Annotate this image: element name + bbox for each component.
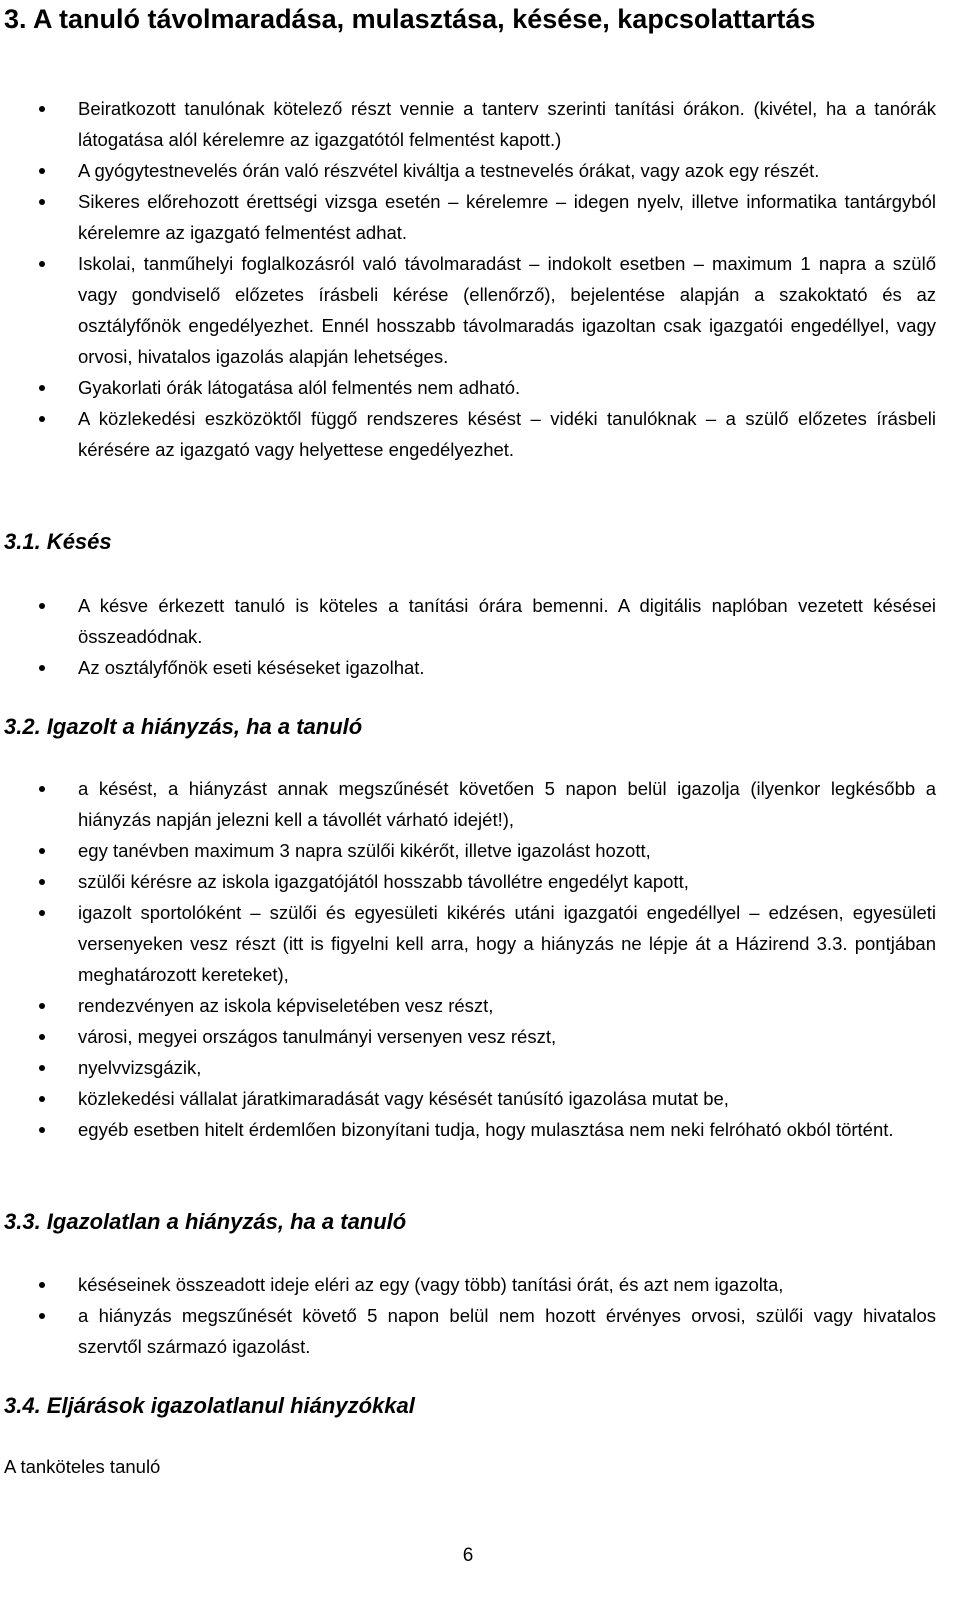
list-item — [0, 1052, 960, 1083]
section-heading-3-4: 3.4. Eljárások igazolatlanul hiányzókkal — [4, 1393, 415, 1418]
list-item-text: városi, megyei országos tanulmányi versenyen vesz részt, — [78, 1026, 557, 1047]
section-3-1 — [0, 590, 960, 683]
bullet-icon — [39, 1096, 45, 1102]
bullet-icon — [39, 106, 45, 112]
list-item — [0, 590, 960, 652]
list-item — [0, 866, 960, 897]
page-number: 6 — [462, 1545, 474, 1566]
section-3-2-list — [0, 773, 960, 1145]
list-item-text: a késést, a hiányzást annak megszűnését követően 5 napon belül igazolja (ilyenkor legkésőbb a hiányzás napján jelezni kell a távollét várható idejét!), — [78, 778, 936, 830]
section-3-3 — [0, 1269, 960, 1362]
bullet-icon — [39, 1313, 45, 1319]
list-item-text: egyéb esetben hitelt érdemlően bizonyítani tudja, hogy mulasztása nem neki felróható okból történt. — [78, 1119, 894, 1140]
intro-list — [0, 93, 960, 465]
list-item — [0, 652, 960, 683]
list-item — [0, 773, 960, 835]
list-item-text: nyelvvizsgázik, — [78, 1057, 202, 1078]
bullet-icon — [39, 1282, 45, 1288]
section-3-2 — [0, 773, 960, 1145]
list-item — [0, 1300, 960, 1362]
bullet-icon — [39, 168, 45, 174]
bullet-icon — [39, 786, 45, 792]
section-3-4-text: A tanköteles tanuló — [4, 1456, 161, 1477]
section-heading-3-3: 3.3. Igazolatlan a hiányzás, ha a tanuló — [4, 1209, 407, 1234]
list-item — [0, 897, 960, 990]
list-item-text: Beiratkozott tanulónak kötelező részt vennie a tanterv szerinti tanítási órákon. (kivétel, ha a tanórák látogatása alól kérelemre az igazgatótól felmentést kapott.) — [78, 98, 936, 150]
section-heading-3-1: 3.1. Késés — [4, 529, 112, 554]
list-item — [0, 835, 960, 866]
intro-section — [0, 93, 960, 465]
section-3-3-list — [0, 1269, 960, 1362]
list-item — [0, 1021, 960, 1052]
section-heading-3-2: 3.2. Igazolt a hiányzás, ha a tanuló — [4, 714, 363, 739]
list-item-text: Sikeres előrehozott érettségi vizsga esetén – kérelemre – idegen nyelv, illetve informatika tantárgyból kérelemre az igazgató felmentést adhat. — [78, 191, 936, 243]
section-3-1-list — [0, 590, 960, 683]
list-item — [0, 93, 960, 155]
list-item-text: Iskolai, tanműhelyi foglalkozásról való távolmaradást – indokolt esetben – maximum 1 napra a szülő vagy gondviselő előzetes írásbeli kérése (ellenőrző), bejelentése alapján a szakoktató és az osztályfőnök engedélyezhet. Ennél hosszabb távolmaradás igazoltan csak igazgatói engedéllyel, vagy orvosi, hivatalos igazolás alapján lehetséges. — [78, 253, 936, 367]
list-item-text: Gyakorlati órák látogatása alól felmentés nem adható. — [78, 377, 521, 398]
bullet-icon — [39, 1127, 45, 1133]
bullet-icon — [39, 879, 45, 885]
list-item-text: Az osztályfőnök eseti késéseket igazolhat. — [78, 657, 425, 678]
list-item — [0, 1269, 960, 1300]
list-item-text: a hiányzás megszűnését követő 5 napon belül nem hozott érvényes orvosi, szülői vagy hivatalos szervtől származó igazolást. — [78, 1305, 936, 1357]
list-item-text: késéseinek összeadott ideje eléri az egy (vagy több) tanítási órát, és azt nem igazolta, — [78, 1274, 784, 1295]
bullet-icon — [39, 910, 45, 916]
bullet-icon — [39, 1034, 45, 1040]
list-item — [0, 1114, 960, 1145]
list-item — [0, 403, 960, 465]
bullet-icon — [39, 665, 45, 671]
page-title: 3. A tanuló távolmaradása, mulasztása, késése, kapcsolattartás — [4, 4, 816, 34]
list-item — [0, 186, 960, 248]
list-item-text: igazolt sportolóként – szülői és egyesületi kikérés utáni igazgatói engedéllyel – edzésen, egyesületi versenyeken vesz részt (itt is figyelni kell arra, hogy a hiányzás ne lépje át a Házirend 3.3. pontjában meghatározott kereteket), — [78, 902, 936, 985]
list-item-text: A késve érkezett tanuló is köteles a tanítási órára bemenni. A digitális naplóban vezetett késései összeadódnak. — [78, 595, 936, 647]
bullet-icon — [39, 385, 45, 391]
list-item-text: egy tanévben maximum 3 napra szülői kikérőt, illetve igazolást hozott, — [78, 840, 651, 861]
list-item-text: közlekedési vállalat járatkimaradását vagy késését tanúsító igazolása mutat be, — [78, 1088, 729, 1109]
list-item-text: szülői kérésre az iskola igazgatójától hosszabb távollétre engedélyt kapott, — [78, 871, 689, 892]
list-item-text: rendezvényen az iskola képviseletében vesz részt, — [78, 995, 494, 1016]
bullet-icon — [39, 261, 45, 267]
list-item-text: A közlekedési eszközöktől függő rendszeres késést – vidéki tanulóknak – a szülő előzetes írásbeli kérésére az igazgató vagy helyettese engedélyezhet. — [78, 408, 936, 460]
list-item — [0, 248, 960, 372]
bullet-icon — [39, 416, 45, 422]
bullet-icon — [39, 848, 45, 854]
list-item — [0, 990, 960, 1021]
bullet-icon — [39, 199, 45, 205]
bullet-icon — [39, 1003, 45, 1009]
bullet-icon — [39, 1065, 45, 1071]
list-item-text: A gyógytestnevelés órán való részvétel kiváltja a testnevelés órákat, vagy azok egy részét. — [78, 160, 820, 181]
list-item — [0, 1083, 960, 1114]
list-item — [0, 372, 960, 403]
bullet-icon — [39, 603, 45, 609]
list-item — [0, 155, 960, 186]
